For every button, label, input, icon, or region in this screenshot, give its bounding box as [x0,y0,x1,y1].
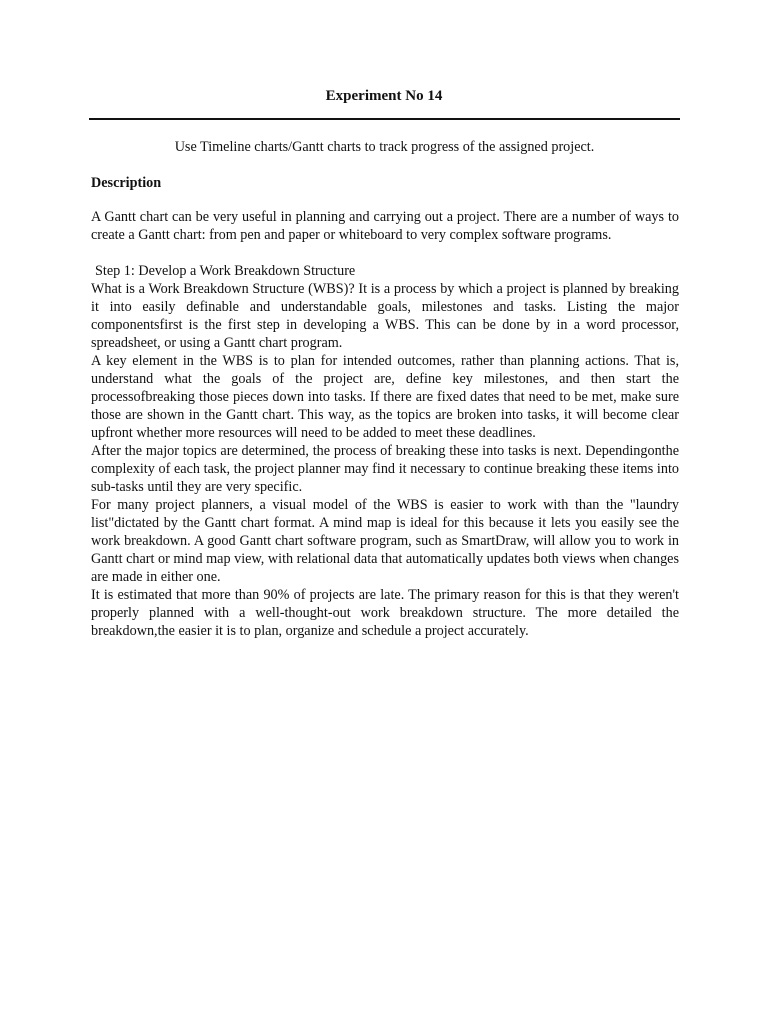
paragraph-spacer [91,244,679,262]
experiment-aim: Use Timeline charts/Gantt charts to track progress of the assigned project. [174,139,595,155]
intro-paragraph: A Gantt chart can be very useful in planning and carrying out a project. There are a number of ways to create a Gantt chart: from pen and paper or whiteboard to very complex software programs. [91,209,679,243]
body-paragraph: It is estimated that more than 90% of projects are late. The primary reason for this is that they weren't properly planned with a well-thought-out work breakdown structure. The more detailed the breakdown,the easier it is to plan, organize and schedule a project accurately. [91,587,679,639]
document-body [91,208,679,640]
title-divider [89,118,680,120]
body-paragraph: A key element in the WBS is to plan for intended outcomes, rather than planning actions. That is, understand what the goals of the project are, define key milestones, and then start the processofbreaking those pieces down into tasks. If there are fixed dates that need to be met, make sure those are shown in the Gantt chart. This way, as the topics are broken into tasks, it will become clear upfront whether more resources will need to be added to meet these deadlines. [91,353,679,441]
description-heading: Description [91,175,162,191]
page-title: Experiment No 14 [325,88,443,104]
body-paragraph: After the major topics are determined, the process of breaking these into tasks is next. Dependingonthe complexity of each task, the project planner may find it necessary to continue breaking these items into sub-tasks until they are very specific. [91,443,679,495]
body-paragraph: For many project planners, a visual model of the WBS is easier to work with than the "laundry list"dictated by the Gantt chart format. A mind map is ideal for this because it lets you easily see the work breakdown. A good Gantt chart software program, such as SmartDraw, will allow you to work in Gantt chart or mind map view, with relational data that automatically updates both views when changes are made in either one. [91,497,679,585]
step-heading: Step 1: Develop a Work Breakdown Structure [95,263,356,279]
body-paragraph: What is a Work Breakdown Structure (WBS)? It is a process by which a project is planned by breaking it into easily definable and understandable goals, milestones and tasks. Listing the major componentsfirst is the first step in developing a WBS. This can be done by in a word processor, spreadsheet, or using a Gantt chart program. [91,281,679,351]
